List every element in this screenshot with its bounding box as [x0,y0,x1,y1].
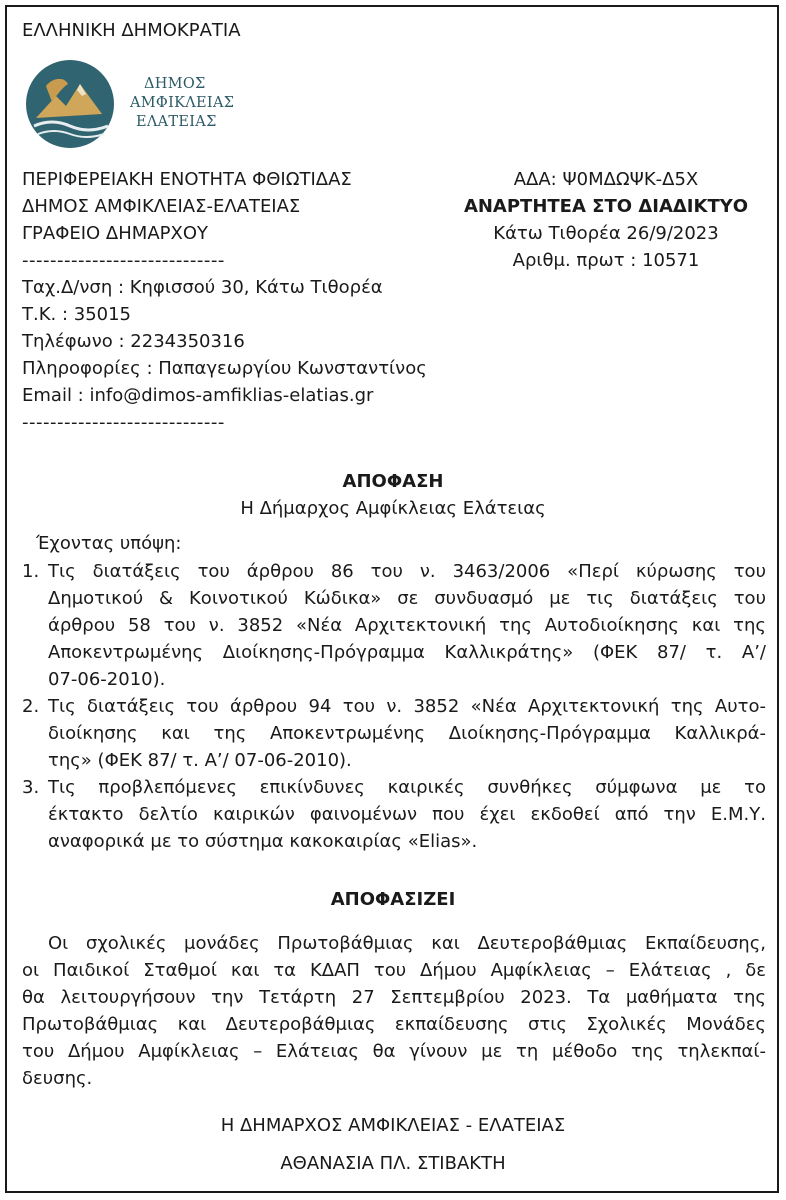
item-line: 07-06-2010). [48,669,166,690]
meta-block [436,166,776,274]
signature-name: ΑΘΑΝΑΣΙΑ ΠΛ. ΣΤΙΒΑΚΤΗ [280,1153,506,1174]
body-line: Οι σχολικές μονάδες Πρωτοβάθμιας και Δευτεροβάθμιας Εκπαίδευσης, [48,933,766,954]
sender-postal-code: Τ.Κ. : 35015 [22,304,132,325]
sender-phone: Τηλέφωνο : 2234350316 [22,331,245,352]
sender-address: Ταχ.Δ/νση : Κηφισσού 30, Κάτω Τιθορέα [22,277,383,298]
logo-text-line-1: ΔΗΜΟΣ [144,76,206,92]
item-number: 3. [22,777,40,798]
logo-emblem-icon [22,56,120,152]
item-line: Δημοτικού & Κοινοτικού Κώδικα» σε συνδυασμό με τις διατάξεις του [48,588,766,609]
logo-text-line-2: ΑΜΦΙΚΛΕΙΑΣ [130,95,235,111]
body-line: δευσης. [22,1068,93,1089]
separator-line: ----------------------------- [22,412,225,433]
body-line: θα λειτουργήσουν την Τετάρτη 27 Σεπτεμβρίου 2023. Τα μαθήματα της [22,987,766,1008]
list-item [22,774,766,855]
signature-title: Η ΔΗΜΑΡΧΟΣ ΑΜΦΙΚΛΕΙΑΣ - ΕΛΑΤΕΙΑΣ [220,1115,566,1136]
body-line: Πρωτοβάθμιας και Δευτεροβάθμιας εκπαίδευσης στις Σχολικές Μονάδες [22,1014,766,1035]
decision-heading [0,468,786,522]
sender-block [22,166,427,436]
separator-line: ----------------------------- [22,250,225,271]
body-line: οι Παιδικοί Σταθμοί και τα ΚΔΑΠ του Δήμου Αμφίκλειας – Ελάτειας , δε [22,960,766,981]
item-line: αναφορικά με το σύστημα κακοκαιρίας «Elias». [48,831,478,852]
municipality-logo [22,56,262,152]
item-line: διοίκησης και της Αποκεντρωμένης Διοίκησης-Πρόγραμμα Καλλικρά- [48,723,766,744]
list-item [22,693,766,774]
sender-region: ΠΕΡΙΦΕΡΕΙΑΚΗ ΕΝΟΤΗΤΑ ΦΘΙΩΤΙΔΑΣ [22,169,352,190]
decision-subtitle: Η Δήμαρχος Αμφίκλειας Ελάτειας [240,498,546,519]
item-line: άρθρου 58 του ν. 3852 «Νέα Αρχιτεκτονική της Αυτοδιοίκησης και της [48,615,766,636]
protocol-number: Αριθμ. πρωτ : 10571 [512,250,700,271]
body-line: του Δήμου Αμφίκλειας – Ελάτειας θα γίνουν με τη μέθοδο της τηλεκπαί- [22,1041,766,1062]
publish-notice: ΑΝΑΡΤΗΤΕΑ ΣΤΟ ΔΙΑΔΙΚΤΥΟ [463,196,749,217]
sender-contact-person: Πληροφορίες : Παπαγεωργίου Κωνσταντίνος [22,358,427,379]
place-date: Κάτω Τιθορέα 26/9/2023 [493,223,719,244]
decision-title: ΑΠΟΦΑΣΗ [342,471,444,492]
item-line: Τις προβλεπόμενες επικίνδυνες καιρικές συνθήκες σύμφωνα με το [48,777,766,798]
list-item [22,558,766,693]
item-line: Τις διατάξεις του άρθρου 94 του ν. 3852 «Νέα Αρχιτεκτονική της Αυτο- [48,696,766,717]
sender-email: Email : info@dimos-amfiklias-elatias.gr [22,385,374,406]
item-line: Τις διατάξεις του άρθρου 86 του ν. 3463/2006 «Περί κύρωσης του [48,561,766,582]
considering-label: Έχοντας υπόψη: [36,533,182,554]
considerations-list [22,558,766,855]
item-line: της» (ΦΕΚ 87/ τ. Α’/ 07-06-2010). [48,750,352,771]
sender-office: ΓΡΑΦΕΙΟ ΔΗΜΑΡΧΟΥ [22,223,208,244]
decision-body [22,930,766,1092]
republic-header: ΕΛΛΗΝΙΚΗ ΔΗΜΟΚΡΑΤΙΑ [22,20,241,41]
ada-code: ΑΔΑ: Ψ0ΜΔΩΨΚ-Δ5Χ [513,169,699,190]
item-number: 2. [22,696,40,717]
logo-text-line-3: ΕΛΑΤΕΙΑΣ [136,114,217,130]
decides-heading: ΑΠΟΦΑΣΙΖΕΙ [330,889,456,910]
item-line: έκτακτο δελτίο καιρικών φαινομένων που έχει εκδοθεί από την Ε.Μ.Υ. [48,804,766,825]
sender-municipality: ΔΗΜΟΣ ΑΜΦΙΚΛΕΙΑΣ-ΕΛΑΤΕΙΑΣ [22,196,301,217]
item-line: Αποκεντρωμένης Διοίκησης-Πρόγραμμα Καλλικράτης» (ΦΕΚ 87/ τ. Α’/ [48,642,766,663]
item-number: 1. [22,561,40,582]
